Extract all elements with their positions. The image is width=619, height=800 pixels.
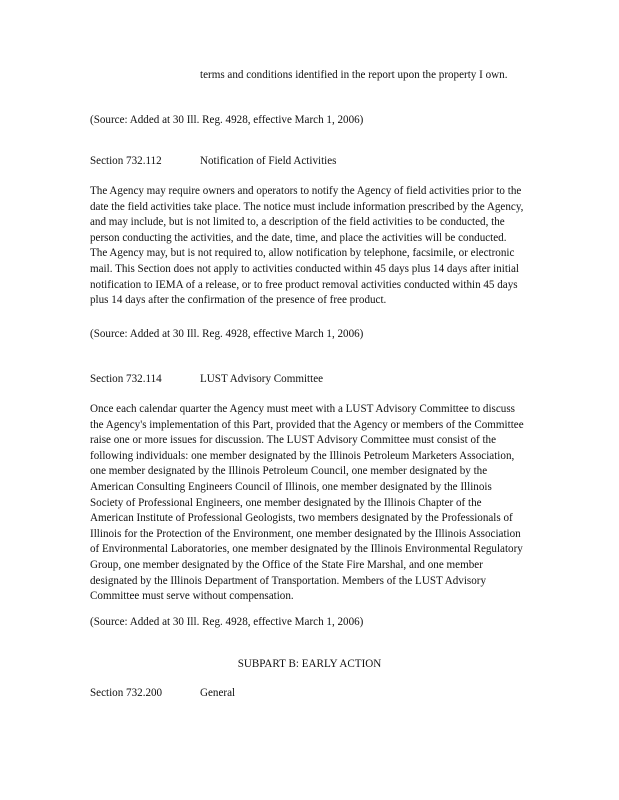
section-title: General (200, 687, 236, 699)
section-body: Once each calendar quarter the Agency must meet with a LUST Advisory Committee to discuss the Agency's implementation of this Part, provided that the Agency or members of the Committee raise one or more issues for discussion. The LUST Advisory Committee must consist of the following individuals: one member designated by the Illinois Petroleum Marketers Association, one member designated by the Illinois Petroleum Council, one member designated by the American Consulting Engineers Council of Illinois, one member designated by the Illinois Society of Professional Engineers, one member designated by the Illinois Chapter of the American Institute of Professional Geologists, two members designated by the Professionals of Illinois for the Protection of the Environment, one member designated by the Illinois Association of Environmental Laboratories, one member designated by the Illinois Environmental Regulatory Group, one member designated by the Office of the State Fire Marshal, and one member designated by the Illinois Department of Transportation. Members of the LUST Advisory Committee must serve without compensation. (90, 403, 524, 603)
section-title: Notification of Field Activities (200, 155, 337, 167)
section-heading (90, 372, 323, 388)
section-heading (90, 154, 337, 170)
section-number: Section 732.200 (90, 687, 163, 699)
continuation-paragraph: terms and conditions identified in the report upon the property I own. (200, 69, 508, 81)
section-number: Section 732.114 (90, 373, 162, 385)
section-title: LUST Advisory Committee (200, 373, 324, 385)
subpart-heading: SUBPART B: EARLY ACTION (237, 658, 382, 670)
source-note: (Source: Added at 30 Ill. Reg. 4928, effective March 1, 2006) (90, 114, 364, 126)
source-note: (Source: Added at 30 Ill. Reg. 4928, effective March 1, 2006) (90, 616, 364, 628)
section-heading (90, 686, 235, 702)
source-note: (Source: Added at 30 Ill. Reg. 4928, effective March 1, 2006) (90, 328, 364, 340)
section-number: Section 732.112 (90, 155, 162, 167)
section-body: The Agency may require owners and operators to notify the Agency of field activities prior to the date the field activities take place. The notice must include information prescribed by the Agency, and may include, but is not limited to, a description of the field activities to be conducted, the person conducting the activities, and the date, time, and place the activities will be conducted. The Agency may, but is not required to, allow notification by telephone, facsimile, or electronic mail. This Section does not apply to activities conducted within 45 days plus 14 days after initial notification to IEMA of a release, or to free product removal activities conducted within 45 days plus 14 days after the confirmation of the presence of free product. (90, 185, 524, 307)
